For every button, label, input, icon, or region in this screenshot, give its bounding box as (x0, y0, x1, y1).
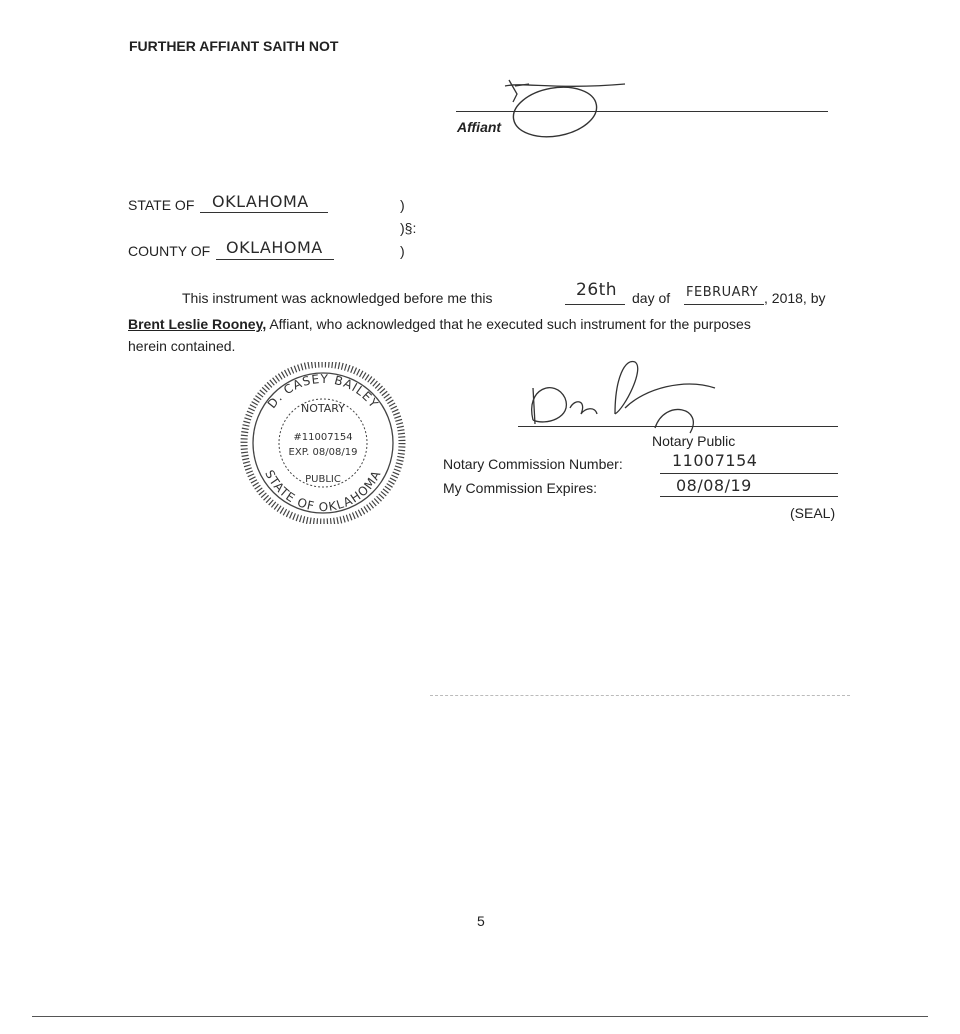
notary-seal-stamp (230, 362, 416, 524)
seal-name: D. CASEY BAILEY (264, 371, 382, 411)
ack-lead: This instrument was acknowledged before me this (182, 290, 493, 306)
ack-line3: herein contained. (128, 338, 236, 354)
commission-value: 11007154 (672, 451, 758, 470)
state-label: STATE OF (128, 197, 195, 213)
affiant-label: Affiant (457, 119, 502, 135)
county-value: OKLAHOMA (226, 238, 323, 257)
paren-bottom: ) (400, 243, 405, 259)
county-label: COUNTY OF (128, 243, 211, 259)
ack-year-text: , 2018, by (764, 290, 826, 306)
state-line (200, 212, 328, 213)
seal-exp: EXP. 08/08/19 (288, 447, 358, 458)
ack-day-value: 26th (576, 280, 618, 300)
affiant-signature (495, 72, 635, 144)
commission-line (660, 473, 838, 474)
expires-value: 08/08/19 (676, 476, 752, 495)
affiant-signature-line (456, 111, 828, 112)
state-value: OKLAHOMA (212, 192, 309, 211)
notary-signature (515, 348, 725, 438)
seal-number: #11007154 (293, 432, 353, 443)
scan-artifact-line (430, 695, 850, 696)
notary-signature-line (518, 426, 838, 427)
expires-line (660, 496, 838, 497)
seal-public: PUBLIC (305, 474, 341, 485)
commission-label: Notary Commission Number: (443, 456, 623, 472)
ack-day-line (565, 304, 625, 305)
ack-rest: Affiant, who acknowledged that he executed such instrument for the purposes (266, 316, 751, 332)
county-line (216, 259, 334, 260)
seal-notary: NOTARY (301, 402, 345, 415)
page-number: 5 (477, 913, 485, 929)
notary-title: Notary Public (652, 433, 736, 449)
ack-month-line (684, 304, 764, 305)
seal-label: (SEAL) (790, 505, 836, 521)
paren-mid: )§: (400, 220, 417, 236)
page-bottom-rule (32, 1016, 928, 1017)
seal-state: STATE OF OKLAHOMA (262, 467, 384, 515)
affiant-name: Brent Leslie Rooney, (128, 316, 267, 332)
expires-label: My Commission Expires: (443, 480, 598, 496)
ack-day-of: day of (632, 290, 671, 306)
document-heading: FURTHER AFFIANT SAITH NOT (129, 38, 339, 54)
paren-top: ) (400, 197, 405, 213)
ack-month-value: FEBRUARY (686, 285, 759, 300)
